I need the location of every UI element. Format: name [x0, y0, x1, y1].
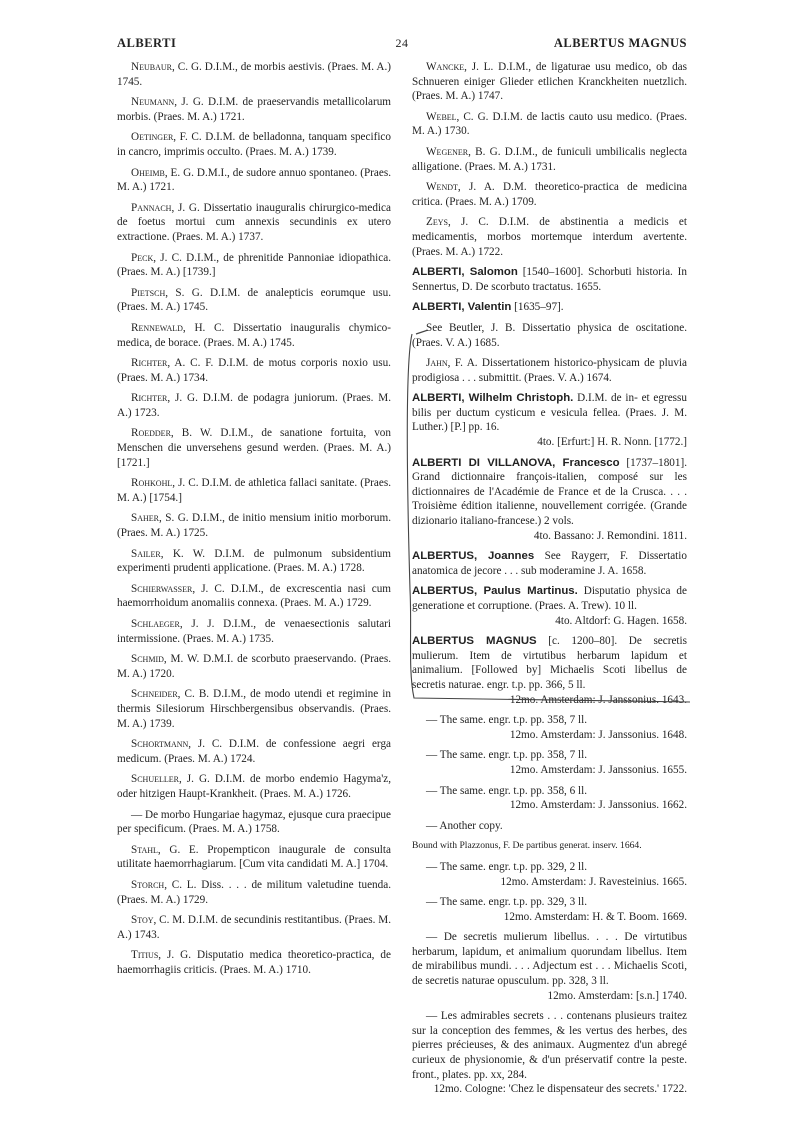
catalog-entry	[117, 476, 391, 505]
heading-name: ALBERTI, Wilhelm Christoph.	[412, 392, 574, 405]
entry-text: Disputatio medica theoretico-practica, de haemorrhagiis criticis. (Praes. M. A.) 1710.	[117, 949, 391, 976]
heading-dates: [1540–1600].	[517, 266, 584, 279]
author-name: Schneider, C. B.	[131, 688, 210, 701]
author-name: Neumann, J. G.	[131, 96, 204, 109]
entry-text: — The same. engr. t.p. pp. 358, 7 ll.	[426, 749, 588, 762]
edition-entry	[412, 819, 687, 834]
author-name: Peck, J. C.	[131, 251, 182, 264]
imprint: 12mo. Amsterdam: J. Janssonius. 1648.	[509, 728, 687, 741]
magnus-editions	[412, 713, 687, 833]
entry-text: Propempticon inaugurale de consulta utilitate haemorrhagiarum. [Cum vita candidati M. A.] 1704.	[117, 843, 391, 871]
entry-text: D.I.M. de in- et egressu bilis per ductum cysticum e vesicula fellea. (Praes. J. M. Luther.) [P.] pp. 16.	[412, 392, 687, 434]
header-left: ALBERTI	[117, 36, 177, 50]
catalog-entry	[412, 110, 687, 139]
author-name: Sailer, K. W.	[131, 547, 206, 560]
edition-entry	[412, 1009, 687, 1097]
author-name: Wegener, B. G.	[426, 145, 501, 158]
author-name: Jahn, F. A.	[426, 357, 478, 370]
author-name: Roedder, B. W.	[131, 427, 213, 440]
entry-text: See Raygerr, F. Dissertatio anatomica de jecore . . . sub moderamine J. A. 1658.	[412, 550, 687, 577]
catalog-entry	[117, 913, 391, 942]
edition-entry	[412, 713, 687, 742]
author-name: Richter, A. C. F.	[131, 357, 214, 370]
catalog-entry	[117, 511, 391, 540]
heading-name: ALBERTI DI VILLANOVA, Francesco	[412, 456, 620, 469]
author-name: Richter, J. G.	[131, 392, 198, 405]
catalog-entry	[117, 391, 391, 420]
author-name: Storch, C. L.	[131, 878, 197, 891]
heading-name: ALBERTUS, Joannes	[412, 550, 535, 563]
author-name: Schlaeger, J. J.	[131, 618, 215, 630]
author-name: Stoy, C. M.	[131, 914, 186, 927]
author-name: Pannach, J. G.	[131, 201, 200, 214]
catalog-entry	[117, 582, 391, 611]
catalog-entry	[117, 772, 391, 801]
entry-text: D.I.M., de modo utendi et regimine in thermis Silesiorum Hirschbergensibus observandis. (Praes. M. A.) 1739.	[117, 688, 392, 730]
entry-text: — De morbo Hungariae hagymaz, ejusque cura praecipue per specificum. (Praes. M. A.) 1758.	[117, 808, 391, 836]
entry-text: D.I.M., de morbis aestivis. (Praes. M. A.) 1745.	[117, 61, 392, 88]
author-name: Oheimb, E. G.	[131, 166, 194, 179]
catalog-entry	[117, 356, 391, 385]
entry-text: — The same. engr. t.p. pp. 329, 3 ll.	[426, 896, 588, 909]
entry-text: See Beutler, J. B. Dissertatio physica de oscitatione. (Praes. V. A.) 1685.	[412, 321, 687, 349]
edition-entry	[412, 784, 687, 813]
heading-dates: [1635–97].	[511, 301, 564, 314]
header-right: ALBERTUS MAGNUS	[553, 36, 687, 50]
edition-entry	[412, 748, 687, 777]
catalog-entry	[117, 652, 391, 681]
imprint: 12mo. Amsterdam: H. & T. Boom. 1669.	[503, 910, 687, 923]
entry-text: D.I.M. de confessione aegri erga medicum. (Praes. M. A.) 1724.	[117, 738, 392, 765]
imprint: 12mo. Amsterdam: J. Janssonius. 1643.	[509, 693, 687, 706]
catalog-entry	[117, 426, 391, 470]
edition-entry	[412, 895, 687, 924]
entry-text: D.I.M. de morbo endemio Hagyma'z, oder hitzigen Haupt-Krankheit. (Praes. M. A.) 1726.	[117, 773, 391, 800]
entry-text: [c. 1200–80]. De secretis mulierum. Item de virtutibus herbarum lapidum et animalium. [Followed by] Michaelis Scoti libellus de secretis naturae. engr. t.p. pp. 366, 5 ll.	[412, 635, 687, 691]
entry-text: D.I.M. de lactis cauto usu medico. (Praes. M. A.) 1730.	[412, 110, 687, 138]
entry-text: D.I.M. de secundinis restitantibus. (Praes. M. A.) 1743.	[117, 914, 391, 941]
handwritten-bracket-annotation	[400, 330, 700, 710]
catalog-entry	[117, 251, 391, 280]
heading-name: ALBERTUS, Paulus Martinus.	[412, 585, 578, 598]
entry-text: — Les admirables secrets . . . contenans plusieurs traitez sur la conception des femmes, & les vertus des herbes, des pierres précieuses, & des animaux. Augmentez d'un abregé curieux de physionomie, & d'un préservatif contre la peste. front., plates. pp. xx, 284.	[412, 1010, 687, 1081]
entry-text: D.I.M. de motus corporis noxio usu. (Praes. M. A.) 1734.	[117, 357, 391, 384]
author-name: Schueller, J. G.	[131, 773, 210, 786]
author-name: Zeys, J. C.	[426, 216, 489, 229]
entry-text: D.M. theoretico-practica de medicina critica. (Praes. M. A.) 1709.	[412, 181, 687, 208]
entry-text: — The same. engr. t.p. pp. 358, 6 ll.	[426, 784, 588, 797]
catalog-entry	[412, 60, 687, 104]
heading-name: ALBERTI, Salomon	[412, 266, 518, 279]
entry-text: D.M.I., de sudore annuo spontaneo. (Praes. M. A.) 1721.	[117, 166, 391, 194]
entry-alberti-salomon	[412, 265, 687, 294]
catalog-entry	[117, 201, 391, 245]
entry-alberti-valentin	[412, 300, 687, 315]
imprint: 4to. Bassano: J. Remondini. 1811.	[533, 529, 687, 542]
right-top-entries	[412, 60, 687, 259]
entry-text: Dissertationem historico-physicam de pluvia prodigiosa . . . submittit. (Praes. V. A.) 1674.	[412, 357, 687, 384]
author-name: Schierwasser, J. C.	[131, 582, 225, 595]
entry-text: D.M.I. de scorbuto praeservando. (Praes. M. A.) 1720.	[117, 653, 391, 680]
catalog-entry	[117, 166, 391, 195]
entry-text: — Another copy.	[426, 819, 503, 832]
imprint: 12mo. Amsterdam: J. Ravesteinius. 1665.	[500, 875, 687, 888]
catalog-entry	[117, 60, 391, 89]
entry-text: D.I.M. de podagra juniorum. (Praes. M. A.) 1723.	[117, 392, 391, 419]
author-name: Wendt, J. A.	[426, 181, 495, 194]
author-name: Oetinger, F. C.	[131, 131, 202, 144]
catalog-entry	[117, 808, 391, 837]
heading-dates: [1737–1801].	[619, 456, 687, 469]
catalog-entry	[117, 617, 391, 646]
entry-text: Dissertatio inauguralis chymico-medica, de borace. (Praes. M. A.) 1745.	[117, 321, 391, 349]
magnus-editions-later	[412, 860, 687, 1097]
entry-text: D.I.M., de funiculi umbilicalis neglecta alligatione. (Praes. M. A.) 1731.	[412, 145, 688, 173]
entry-text: D.I.M., de excrescentia nasi cum haemorrhoidum anomaliis connexa. (Praes. M. A.) 1729.	[117, 582, 391, 610]
entry-text: — The same. engr. t.p. pp. 358, 7 ll.	[426, 714, 588, 727]
page-number: 24	[395, 36, 409, 50]
imprint: 4to. Altdorf: G. Hagen. 1658.	[555, 614, 687, 627]
entry-text: D.I.M., de initio mensium initio morborum. (Praes. M. A.) 1725.	[117, 512, 391, 540]
entry-text: D.I.M. de belladonna, tanquam specifico in cancro, imprimis occulto. (Praes. M. A.) 1739.	[117, 131, 391, 158]
catalog-entry	[117, 737, 391, 766]
entry-text: Schorbuti historia. In Sennertus, D. De scorbuto tractatus. 1655.	[412, 266, 687, 293]
catalog-entry	[412, 180, 687, 209]
entry-text: — The same. engr. t.p. pp. 329, 2 ll.	[426, 860, 588, 873]
catalog-entry	[412, 145, 687, 174]
catalog-entry	[117, 878, 391, 907]
author-name: Rohkohl, J. C.	[131, 477, 199, 490]
catalog-entry	[117, 948, 391, 977]
author-name: Titius, J. G.	[131, 949, 192, 962]
author-name: Stahl, G. E.	[131, 843, 199, 856]
catalog-entry	[117, 843, 391, 872]
edition-entry	[412, 860, 687, 889]
running-header	[117, 36, 687, 52]
author-name: Rennewald, H. C.	[131, 321, 225, 334]
entry-text: Diss. . . . de militum valetudine tuenda. (Praes. M. A.) 1729.	[117, 878, 391, 906]
entry-text: D.I.M. de athletica fallaci sanitate. (Praes. M. A.) [1754.]	[117, 477, 391, 504]
entry-text: Grand dictionnaire françois-italien, composé sur les dictionnaires de l'Académie de France et de la Crusca. . . . Troisième édition italienne, nouvellement corrigée. (Grande dizionario italiano-francese.) 2 vols.	[412, 471, 687, 528]
entry-text: D.I.M., de sanatione fortuita, von Menschen die unversehens gesund werden. (Praes. M. A.) [1721.]	[117, 427, 391, 469]
entry-text: D.I.M. de pulmonum subsidentium experimenti prudenti applicatione. (Praes. M. A.) 1728.	[117, 547, 391, 575]
entry-text: — De secretis mulierum libellus. . . . De virtutibus herbarum, lapidum, et animalium quorundam libellus. Item de mirabilibus mundi. . . . Adjectum est . . . Michaelis Scoti, de secretis naturae opusculum. pp. 328, 3 ll.	[412, 931, 687, 988]
catalog-entry	[412, 215, 687, 259]
entry-text: Disputatio physica de generatione et corruptione. (Praes. A. Trew). 10 ll.	[412, 585, 687, 612]
author-name: Schmid, M. W.	[131, 653, 200, 666]
entry-text: Dissertatio inauguralis chirurgico-medica de foetus mortui cum annexis secundinis ex utero extractione. (Praes. M. A.) 1737.	[117, 201, 391, 243]
heading-name: ALBERTUS MAGNUS	[412, 635, 537, 648]
entry-text: D.I.M., de ligaturae usu medico, ob das Schnueren einiger Glieder etlichen Kranckheiten nuetzlich. (Praes. M. A.) 1747.	[412, 61, 687, 103]
imprint: 12mo. Amsterdam: [s.n.] 1740.	[547, 989, 687, 1002]
author-name: Neubaur, C. G.	[131, 61, 202, 73]
catalog-entry	[117, 547, 391, 576]
imprint: 4to. [Erfurt:] H. R. Nonn. [1772.]	[537, 436, 687, 449]
imprint: 12mo. Amsterdam: J. Janssonius. 1655.	[509, 763, 687, 776]
author-name: Webel, C. G.	[426, 110, 489, 123]
catalog-entry	[117, 130, 391, 159]
entry-text: D.I.M., de venaesectionis salutari intermissione. (Praes. M. A.) 1735.	[117, 618, 391, 645]
bound-with-note: Bound with Plazzonus, F. De partibus generat. inserv. 1664.	[412, 840, 642, 852]
author-name: Saher, S. G.	[131, 512, 189, 525]
catalog-entry	[117, 286, 391, 315]
author-name: Pietsch, S. G.	[131, 286, 203, 299]
imprint: 12mo. Amsterdam: J. Janssonius. 1662.	[509, 799, 687, 812]
catalog-entry	[117, 95, 391, 124]
entry-text: D.I.M. de abstinentia a medicis et medicamentis, morbos mortemque interdum avertente. (Praes. M. A.) 1722.	[412, 216, 687, 258]
catalog-entry	[117, 687, 391, 731]
imprint: 12mo. Cologne: 'Chez le dispensateur des secrets.' 1722.	[433, 1083, 687, 1096]
entry-text: D.I.M. de praeservandis metallicolarum morbis. (Praes. M. A.) 1721.	[117, 96, 391, 123]
author-name: Schortmann, J. C.	[131, 738, 223, 751]
left-column	[117, 60, 391, 983]
edition-entry	[412, 930, 687, 1003]
entry-text: D.I.M., de phrenitide Pannoniae idiopathica. (Praes. M. A.) [1739.]	[117, 251, 391, 279]
entry-text: D.I.M. de analepticis eorumque usu. (Praes. M. A.) 1745.	[117, 286, 391, 314]
heading-name: ALBERTI, Valentin	[412, 301, 512, 314]
catalog-entry	[117, 321, 391, 350]
author-name: Wancke, J. L.	[426, 61, 494, 73]
